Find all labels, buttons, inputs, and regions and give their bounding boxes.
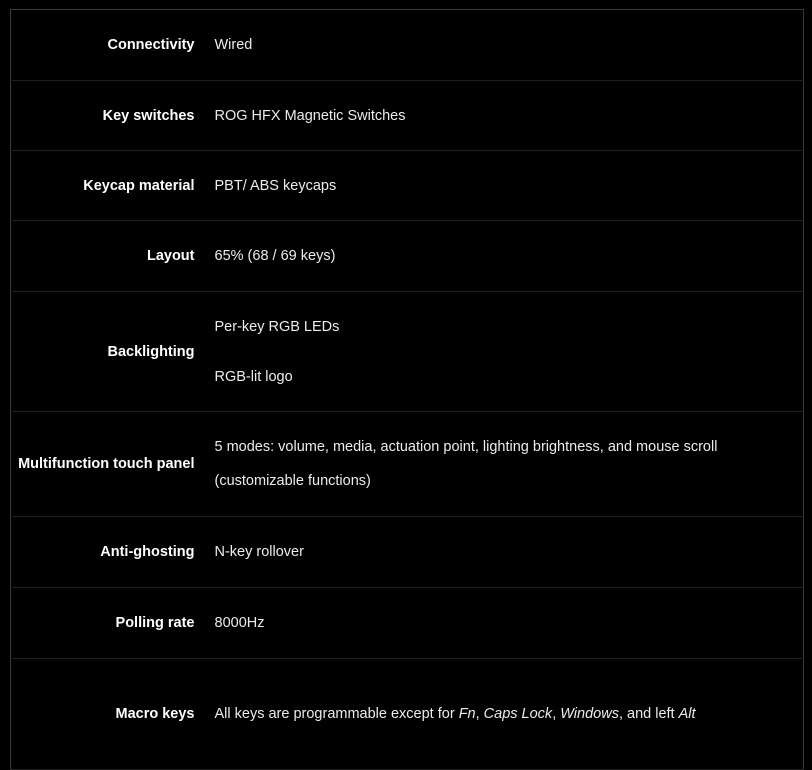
spec-row-touch-panel: [11, 412, 804, 517]
spec-label: Backlighting: [107, 343, 195, 360]
spec-row-key-switches: [11, 81, 804, 151]
specs-table: [10, 9, 804, 770]
spec-label: Macro keys: [115, 706, 195, 722]
spec-value: [205, 412, 804, 517]
spec-value: [205, 292, 804, 412]
spec-label: Anti-ghosting: [100, 544, 195, 560]
spec-row-anti-ghosting: [11, 517, 804, 588]
separator: ,: [475, 706, 484, 722]
spec-value-line: Per-key RGB LEDs: [214, 318, 340, 335]
spec-row-backlighting: [11, 292, 804, 412]
key-name-caps-lock: Caps Lock: [483, 706, 553, 722]
spec-value: ROG HFX Magnetic Switches: [214, 107, 406, 124]
spec-label: Layout: [146, 248, 195, 264]
key-name-fn: Fn: [458, 706, 476, 722]
spec-value-line: RGB-lit logo: [214, 368, 293, 385]
spec-value: [205, 659, 804, 770]
spec-value-text: 5 modes: volume, media, actuation point, lighting brightness, and mouse scroll (customizable functions): [214, 439, 718, 489]
key-name-alt: Alt: [678, 706, 696, 722]
spec-label: Connectivity: [107, 37, 195, 53]
spec-value: 8000Hz: [214, 615, 265, 631]
separator: ,: [552, 706, 561, 722]
separator: , and left: [618, 706, 679, 722]
spec-value: 65% (68 / 69 keys): [214, 248, 336, 264]
spec-label: Key switches: [102, 107, 195, 124]
spec-value: PBT/ ABS keycaps: [214, 177, 337, 194]
spec-row-macro-keys: [11, 659, 804, 770]
spec-label: Keycap material: [83, 177, 195, 194]
spec-row-polling-rate: [11, 588, 804, 659]
spec-row-layout: [11, 221, 804, 292]
spec-value: N-key rollover: [214, 544, 304, 560]
spec-value: Wired: [214, 37, 253, 53]
spec-label: Polling rate: [115, 615, 195, 631]
spec-row-keycap-material: [11, 151, 804, 221]
spec-row-connectivity: [11, 10, 804, 81]
spec-value-text: All keys are programmable except for: [214, 706, 459, 722]
spec-label: Multifunction touch panel: [18, 456, 195, 472]
key-name-windows: Windows: [560, 706, 619, 722]
